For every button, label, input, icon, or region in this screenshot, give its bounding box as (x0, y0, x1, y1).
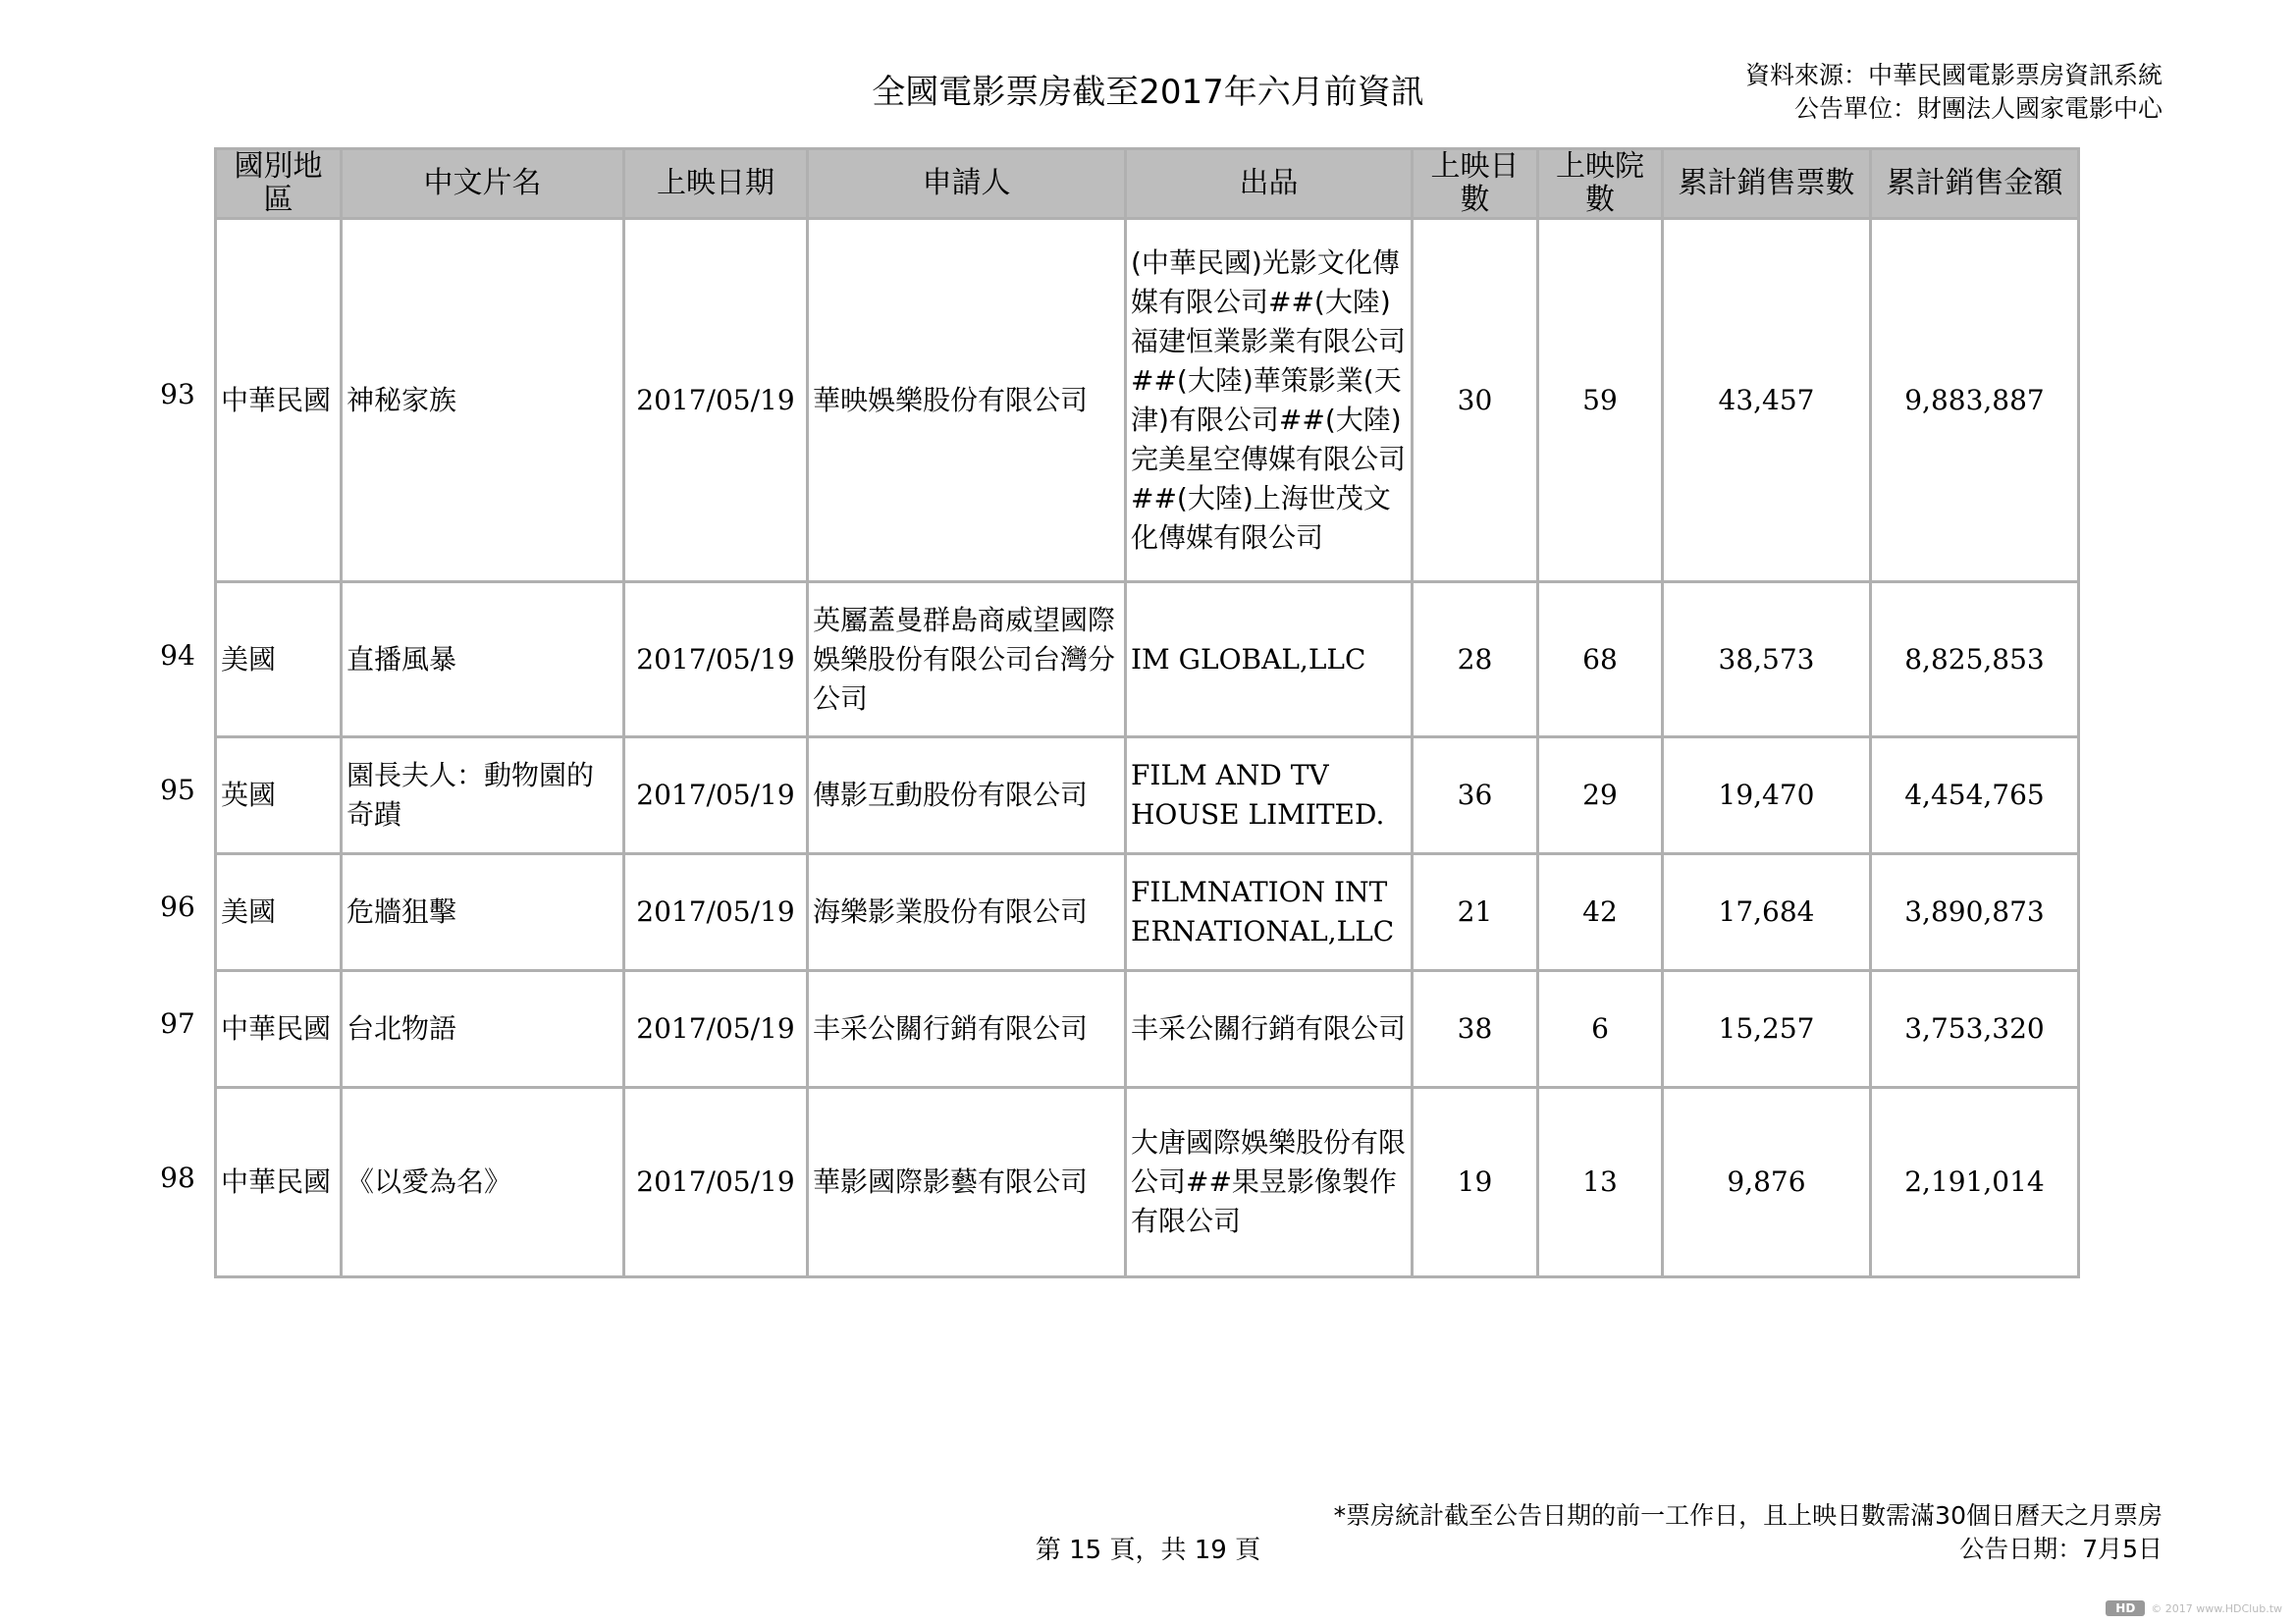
cell-tickets: 15,257 (1663, 971, 1871, 1088)
cell-tickets: 43,457 (1663, 219, 1871, 582)
header-row (216, 149, 2079, 219)
table-row (216, 582, 2079, 737)
cell-tickets: 19,470 (1663, 737, 1871, 854)
watermark (2106, 1600, 2282, 1616)
cell-applicant: 英屬蓋曼群島商威望國際娛樂股份有限公司台灣分公司 (808, 582, 1126, 737)
cell-country: 中華民國 (216, 1088, 342, 1277)
cell-days: 21 (1413, 854, 1538, 971)
cell-applicant: 丰采公關行銷有限公司 (808, 971, 1126, 1088)
announcement-date: 公告日期：7月5日 (1959, 1535, 2163, 1563)
cell-country: 英國 (216, 737, 342, 854)
cell-theaters: 68 (1538, 582, 1663, 737)
cell-applicant: 華影國際影藝有限公司 (808, 1088, 1126, 1277)
col-revenue: 累計銷售金額 (1871, 149, 2079, 219)
cell-revenue: 8,825,853 (1871, 582, 2079, 737)
cell-country: 中華民國 (216, 971, 342, 1088)
cell-theaters: 42 (1538, 854, 1663, 971)
cell-title: 台北物語 (342, 971, 624, 1088)
page-title: 全國電影票房截至2017年六月前資訊 (872, 73, 1424, 112)
col-producer: 出品 (1126, 149, 1413, 219)
table-row (216, 219, 2079, 582)
table-row (216, 737, 2079, 854)
cell-theaters: 13 (1538, 1088, 1663, 1277)
cell-country: 美國 (216, 854, 342, 971)
table-row (216, 1088, 2079, 1277)
cell-producer: 大唐國際娛樂股份有限公司##果昱影像製作有限公司 (1126, 1088, 1413, 1277)
data-source: 資料來源：中華民國電影票房資訊系統 (1744, 61, 2163, 89)
cell-days: 19 (1413, 1088, 1538, 1277)
cell-date: 2017/05/19 (624, 1088, 808, 1277)
col-days: 上映日數 (1413, 149, 1538, 219)
cell-theaters: 6 (1538, 971, 1663, 1088)
row-number: 94 (160, 639, 195, 672)
cell-days: 30 (1413, 219, 1538, 582)
table-row (216, 854, 2079, 971)
cell-revenue: 3,890,873 (1871, 854, 2079, 971)
row-number: 98 (160, 1162, 195, 1194)
cell-title: 園長夫人：動物園的奇蹟 (342, 737, 624, 854)
source-info (1745, 59, 2163, 126)
cell-date: 2017/05/19 (624, 219, 808, 582)
cell-date: 2017/05/19 (624, 971, 808, 1088)
cell-date: 2017/05/19 (624, 854, 808, 971)
cell-applicant: 海樂影業股份有限公司 (808, 854, 1126, 971)
cell-title: 危牆狙擊 (342, 854, 624, 971)
cell-revenue: 3,753,320 (1871, 971, 2079, 1088)
cell-producer: IM GLOBAL,LLC (1126, 582, 1413, 737)
row-number: 96 (160, 891, 195, 923)
cell-producer: FILM AND TV HOUSE LIMITED. (1126, 737, 1413, 854)
footer-note: *票房統計截至公告日期的前一工作日，且上映日數需滿30個日曆天之月票房 (1333, 1501, 2163, 1530)
cell-date: 2017/05/19 (624, 737, 808, 854)
cell-tickets: 38,573 (1663, 582, 1871, 737)
publisher: 公告單位：財團法人國家電影中心 (1793, 94, 2163, 123)
row-number: 97 (160, 1007, 195, 1040)
cell-producer: 丰采公關行銷有限公司 (1126, 971, 1413, 1088)
cell-producer: FILMNATION INTERNATIONAL,LLC (1126, 854, 1413, 971)
cell-applicant: 華映娛樂股份有限公司 (808, 219, 1126, 582)
col-release-date: 上映日期 (624, 149, 808, 219)
cell-title: 《以愛為名》 (342, 1088, 624, 1277)
cell-days: 38 (1413, 971, 1538, 1088)
cell-title: 神秘家族 (342, 219, 624, 582)
cell-theaters: 29 (1538, 737, 1663, 854)
cell-title: 直播風暴 (342, 582, 624, 737)
cell-applicant: 傳影互動股份有限公司 (808, 737, 1126, 854)
page-number: 第 15 頁，共 19 頁 (1035, 1536, 1261, 1565)
cell-theaters: 59 (1538, 219, 1663, 582)
row-number: 95 (160, 774, 195, 806)
cell-tickets: 9,876 (1663, 1088, 1871, 1277)
box-office-table (214, 147, 2080, 1278)
watermark-text: © 2017 www.HDClub.tw (2151, 1601, 2282, 1615)
cell-producer: (中華民國)光影文化傳媒有限公司##(大陸)福建恒業影業有限公司##(大陸)華策影業(天津)有限公司##(大陸)完美星空傳媒有限公司##(大陸)上海世茂文化傳媒有限公司 (1126, 219, 1413, 582)
cell-country: 中華民國 (216, 219, 342, 582)
table-row (216, 971, 2079, 1088)
cell-country: 美國 (216, 582, 342, 737)
cell-days: 36 (1413, 737, 1538, 854)
row-number: 93 (160, 378, 195, 410)
cell-revenue: 2,191,014 (1871, 1088, 2079, 1277)
col-title: 中文片名 (342, 149, 624, 219)
cell-days: 28 (1413, 582, 1538, 737)
col-applicant: 申請人 (808, 149, 1126, 219)
site-logo: HD (2106, 1600, 2145, 1616)
cell-revenue: 9,883,887 (1871, 219, 2079, 582)
col-country: 國別地區 (216, 149, 342, 219)
col-tickets: 累計銷售票數 (1663, 149, 1871, 219)
cell-tickets: 17,684 (1663, 854, 1871, 971)
cell-revenue: 4,454,765 (1871, 737, 2079, 854)
col-theaters: 上映院數 (1538, 149, 1663, 219)
cell-date: 2017/05/19 (624, 582, 808, 737)
